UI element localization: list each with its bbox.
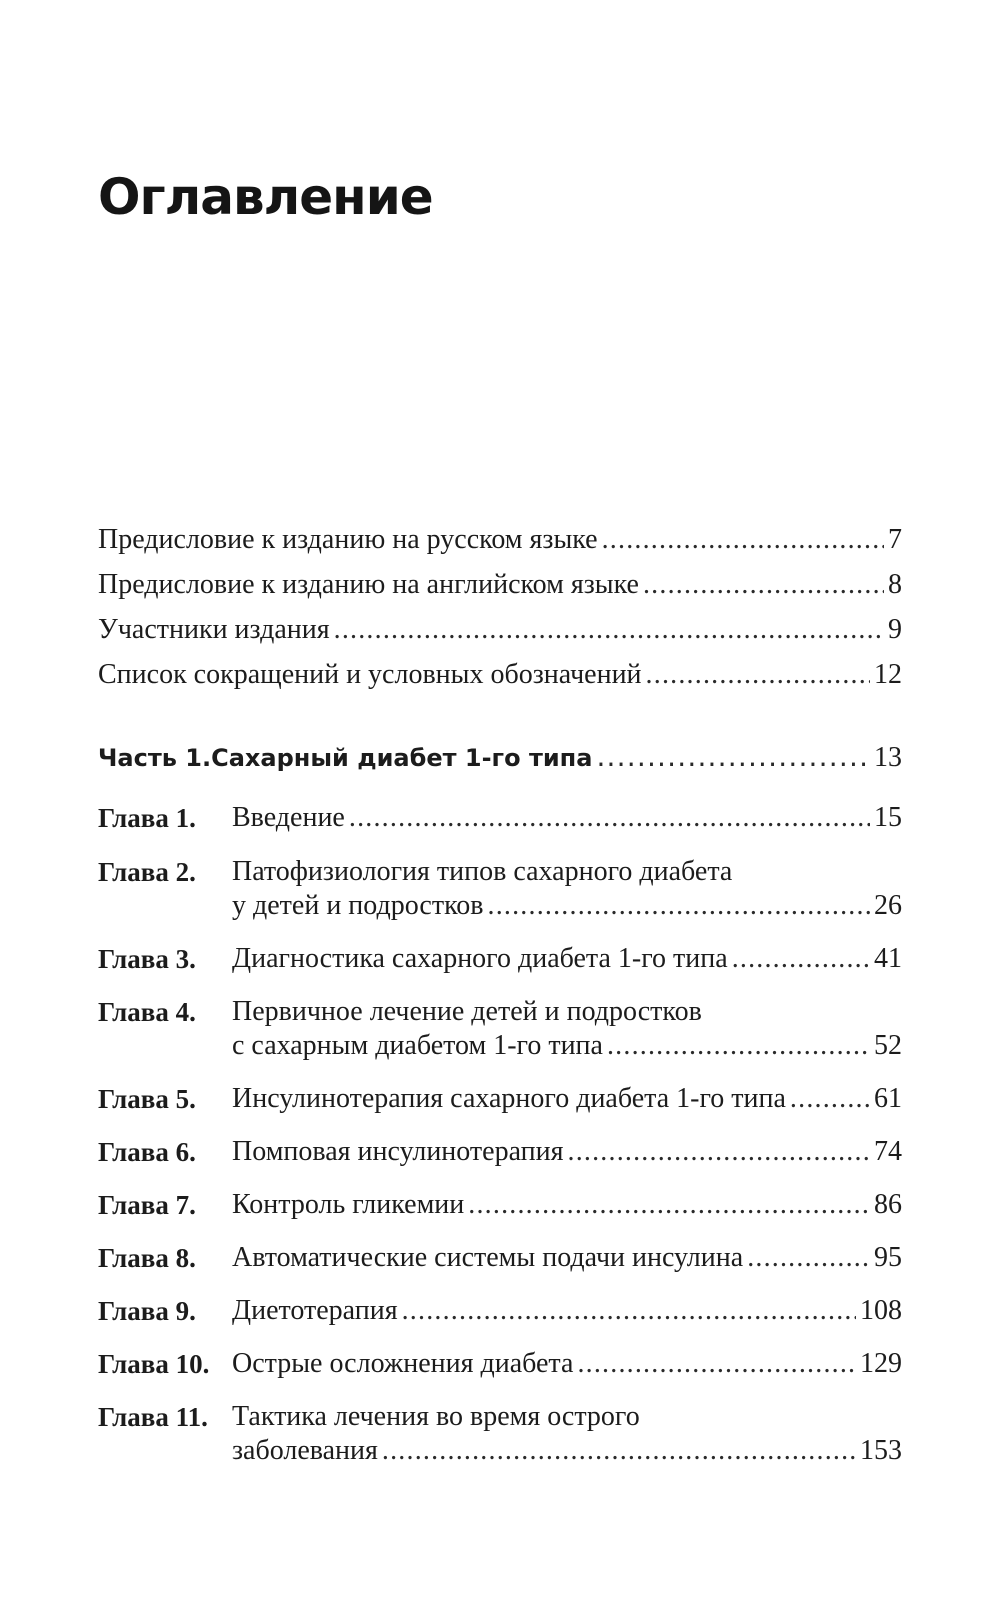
toc-entry-preface-russian[interactable] xyxy=(98,523,902,557)
toc-page-number: 86 xyxy=(874,1189,902,1220)
chapter-label: Глава 1. xyxy=(98,803,196,833)
leader-dots xyxy=(382,1434,856,1468)
toc-page-number: 12 xyxy=(874,659,902,690)
toc-page-number: 9 xyxy=(888,614,902,645)
leader-dots xyxy=(602,523,884,557)
leader-dots xyxy=(468,1188,870,1222)
toc-page-number: 153 xyxy=(860,1435,902,1466)
chapter-label: Глава 10. xyxy=(98,1349,210,1379)
toc-page-number: 74 xyxy=(874,1136,902,1167)
leader-dots xyxy=(732,942,870,976)
toc-chapter-8[interactable] xyxy=(232,1241,902,1275)
toc-chapter-6[interactable] xyxy=(232,1135,902,1169)
chapter-label: Глава 6. xyxy=(98,1137,196,1167)
toc-entry-title: Предисловие к изданию на русском языке xyxy=(98,524,598,555)
toc-entry-title: Инсулинотерапия сахарного диабета 1-го типа xyxy=(232,1083,786,1114)
chapter-label: Глава 3. xyxy=(98,944,196,974)
toc-page-number: 108 xyxy=(860,1295,902,1326)
page-title: Оглавление xyxy=(98,168,433,226)
chapter-label: Глава 9. xyxy=(98,1296,196,1326)
chapter-label: Глава 4. xyxy=(98,997,196,1027)
toc-chapter-3[interactable] xyxy=(232,942,902,976)
leader-dots xyxy=(349,801,870,835)
toc-chapter-5[interactable] xyxy=(232,1082,902,1116)
toc-entry-title-line1: Тактика лечения во время острого xyxy=(232,1401,640,1432)
leader-dots xyxy=(577,1347,856,1381)
leader-dots xyxy=(643,568,884,602)
toc-entry-title: Участники издания xyxy=(98,614,330,645)
toc-chapter-4[interactable] xyxy=(232,1029,902,1063)
leader-dots xyxy=(596,740,870,774)
toc-entry-title: Контроль гликемии xyxy=(232,1189,465,1220)
toc-page-number: 15 xyxy=(874,802,902,833)
toc-page-number: 7 xyxy=(888,524,902,555)
toc-entry-contributors[interactable] xyxy=(98,613,902,647)
toc-page-number: 95 xyxy=(874,1242,902,1273)
toc-chapter-1[interactable] xyxy=(232,801,902,835)
toc-page-number: 26 xyxy=(874,890,902,921)
leader-dots xyxy=(607,1029,870,1063)
toc-entry-abbreviations[interactable] xyxy=(98,658,902,692)
toc-page-number: 8 xyxy=(888,569,902,600)
toc-chapter-2[interactable] xyxy=(232,889,902,923)
toc-chapter-7[interactable] xyxy=(232,1188,902,1222)
part-label: Часть 1. xyxy=(98,744,212,772)
leader-dots xyxy=(402,1294,856,1328)
leader-dots xyxy=(747,1241,870,1275)
toc-entry-title: у детей и подростков xyxy=(232,890,484,921)
toc-entry-title: Диетотерапия xyxy=(232,1295,398,1326)
leader-dots xyxy=(488,889,871,923)
part-title: Сахарный диабет 1-го типа xyxy=(211,744,593,772)
toc-page-number: 61 xyxy=(874,1083,902,1114)
toc-page-number: 41 xyxy=(874,943,902,974)
toc-part-1[interactable] xyxy=(98,740,902,775)
leader-dots xyxy=(334,613,884,647)
toc-entry-title: Введение xyxy=(232,802,345,833)
leader-dots xyxy=(790,1082,870,1116)
toc-page-number: 129 xyxy=(860,1348,902,1379)
toc-chapter-11[interactable] xyxy=(232,1434,902,1468)
toc-chapter-10[interactable] xyxy=(232,1347,902,1381)
toc-entry-title: Предисловие к изданию на английском языке xyxy=(98,569,639,600)
chapter-label: Глава 5. xyxy=(98,1084,196,1114)
chapter-label: Глава 11. xyxy=(98,1402,208,1432)
toc-chapter-9[interactable] xyxy=(232,1294,902,1328)
toc-entry-title-line1: Патофизиология типов сахарного диабета xyxy=(232,856,733,887)
toc-entry-title: Острые осложнения диабета xyxy=(232,1348,574,1379)
leader-dots xyxy=(646,658,870,692)
toc-entry-preface-english[interactable] xyxy=(98,568,902,602)
toc-page-number: 13 xyxy=(874,742,902,773)
toc-entry-title: Помповая инсулинотерапия xyxy=(232,1136,564,1167)
toc-entry-title: заболевания xyxy=(232,1435,378,1466)
leader-dots xyxy=(568,1135,871,1169)
chapter-label: Глава 8. xyxy=(98,1243,196,1273)
toc-entry-title-line1: Первичное лечение детей и подростков xyxy=(232,996,702,1027)
chapter-label: Глава 7. xyxy=(98,1190,196,1220)
toc-page-number: 52 xyxy=(874,1030,902,1061)
toc-entry-title: Диагностика сахарного диабета 1-го типа xyxy=(232,943,728,974)
toc-entry-title: Автоматические системы подачи инсулина xyxy=(232,1242,744,1273)
chapter-label: Глава 2. xyxy=(98,857,196,887)
toc-entry-title: с сахарным диабетом 1-го типа xyxy=(232,1030,603,1061)
toc-entry-title: Список сокращений и условных обозначений xyxy=(98,659,642,690)
